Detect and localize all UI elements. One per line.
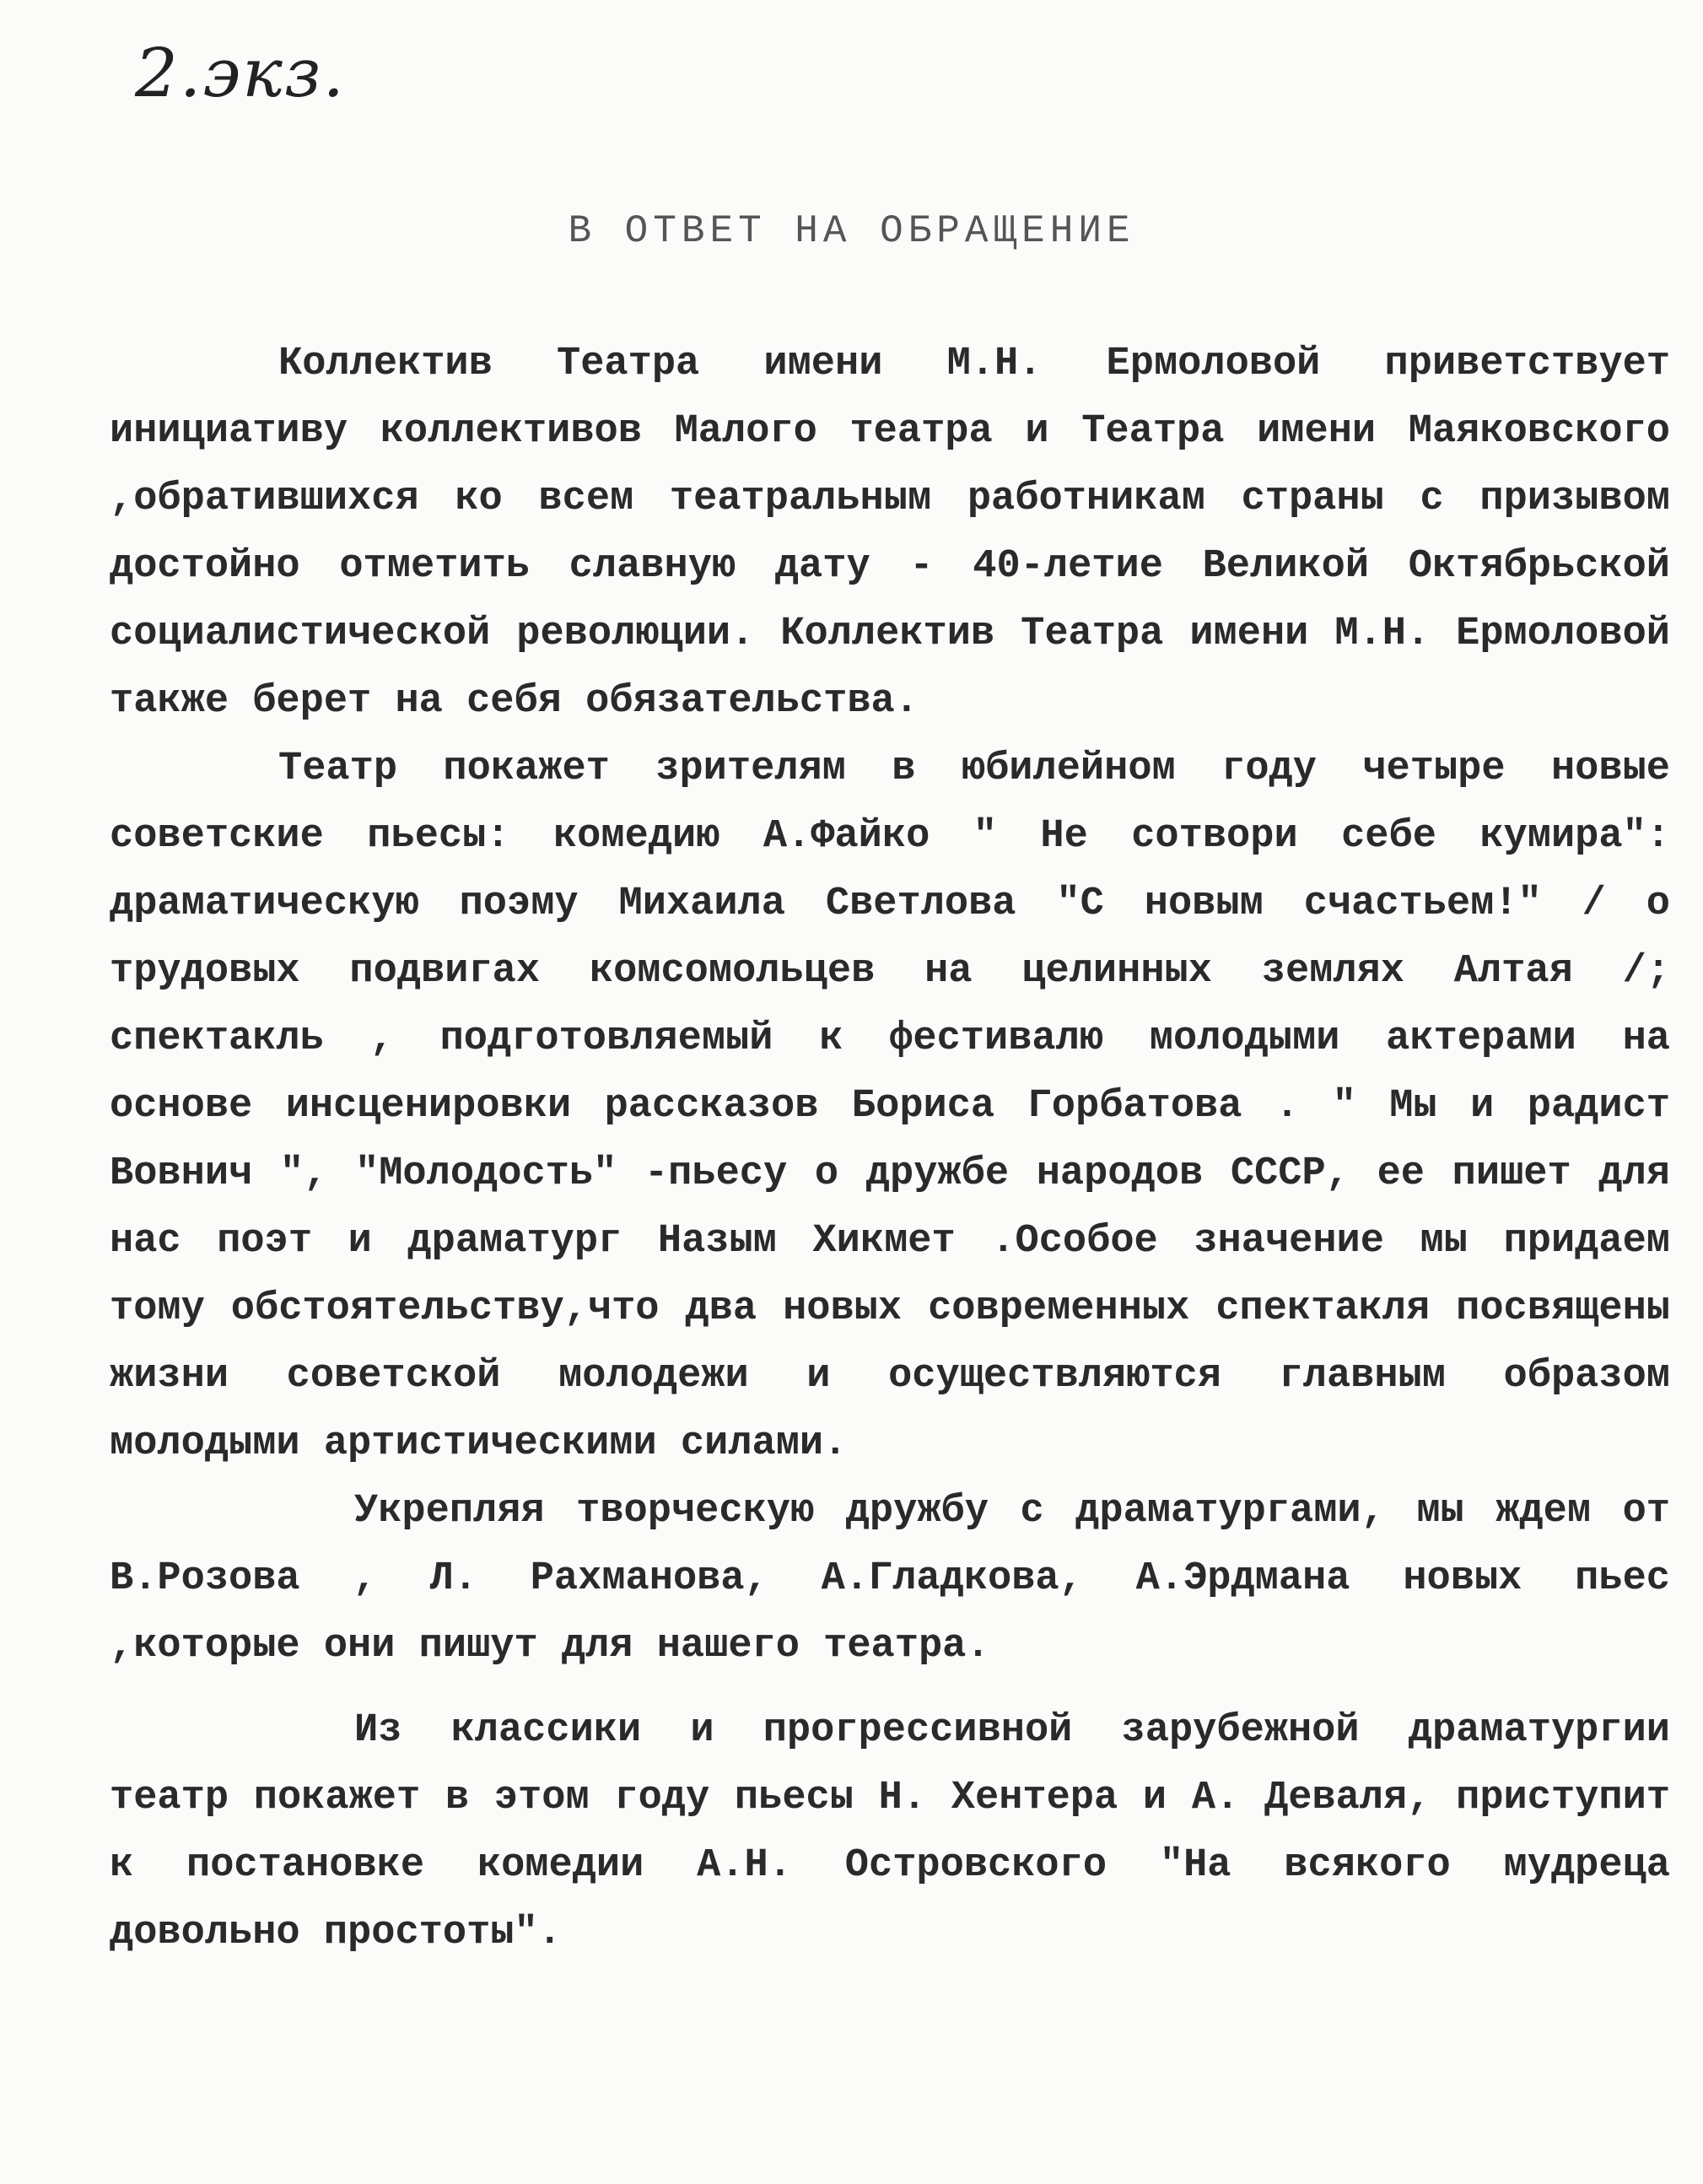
- paragraph-1: Коллектив Театра имени М.Н. Ермоловой приветствует инициативу коллективов Малого театра и Театра имени Маяковского ,обратившихся ко всем театральным работникам страны с призывом достойно отметить славную дату - 40-летие Великой Октябрьской социалистической революции. Коллектив Театра имени М.Н. Ермоловой также берет на себя обязательства.: [110, 342, 1670, 724]
- paragraph-3: Укрепляя творческую дружбу с драматургами, мы ждем от В.Розова , Л. Рахманова, А.Гладкова, А.Эрдмана новых пьес ,которые они пишут для нашего театра.: [110, 1489, 1670, 1669]
- paragraph-4: Из классики и прогрессивной зарубежной драматургии театр покажет в этом году пьесы Н. Хентера и А. Деваля, приступит к постановке комедии А.Н. Островского "На всякого мудреца довольно простоты".: [110, 1708, 1670, 1955]
- document-body: [110, 331, 1670, 1967]
- handwritten-copy-note: 2.экз.: [135, 34, 346, 112]
- document-title: В ОТВЕТ НА ОБРАЩЕНИЕ: [568, 209, 1135, 253]
- paragraph-2: Театр покажет зрителям в юбилейном году четыре новые советские пьесы: комедию А.Файко " Не сотвори себе кумира": драматическую поэму Михаила Светлова "С новым счастьем!" / о трудовых подвигах комсомольцев на целинных землях Алтая /; спектакль , подготовляемый к фестивалю молодыми актерами на основе инсценировки рассказов Бориса Горбатова . " Мы и радист Вовнич ", "Молодость" -пьесу о дружбе народов СССР, ее пишет для нас поэт и драматург Назым Хикмет .Особое значение мы придаем тому обстоятельству,что два новых современных спектакля посвящены жизни советской молодежи и осуществляются главным образом молодыми артистическими силами.: [110, 747, 1670, 1466]
